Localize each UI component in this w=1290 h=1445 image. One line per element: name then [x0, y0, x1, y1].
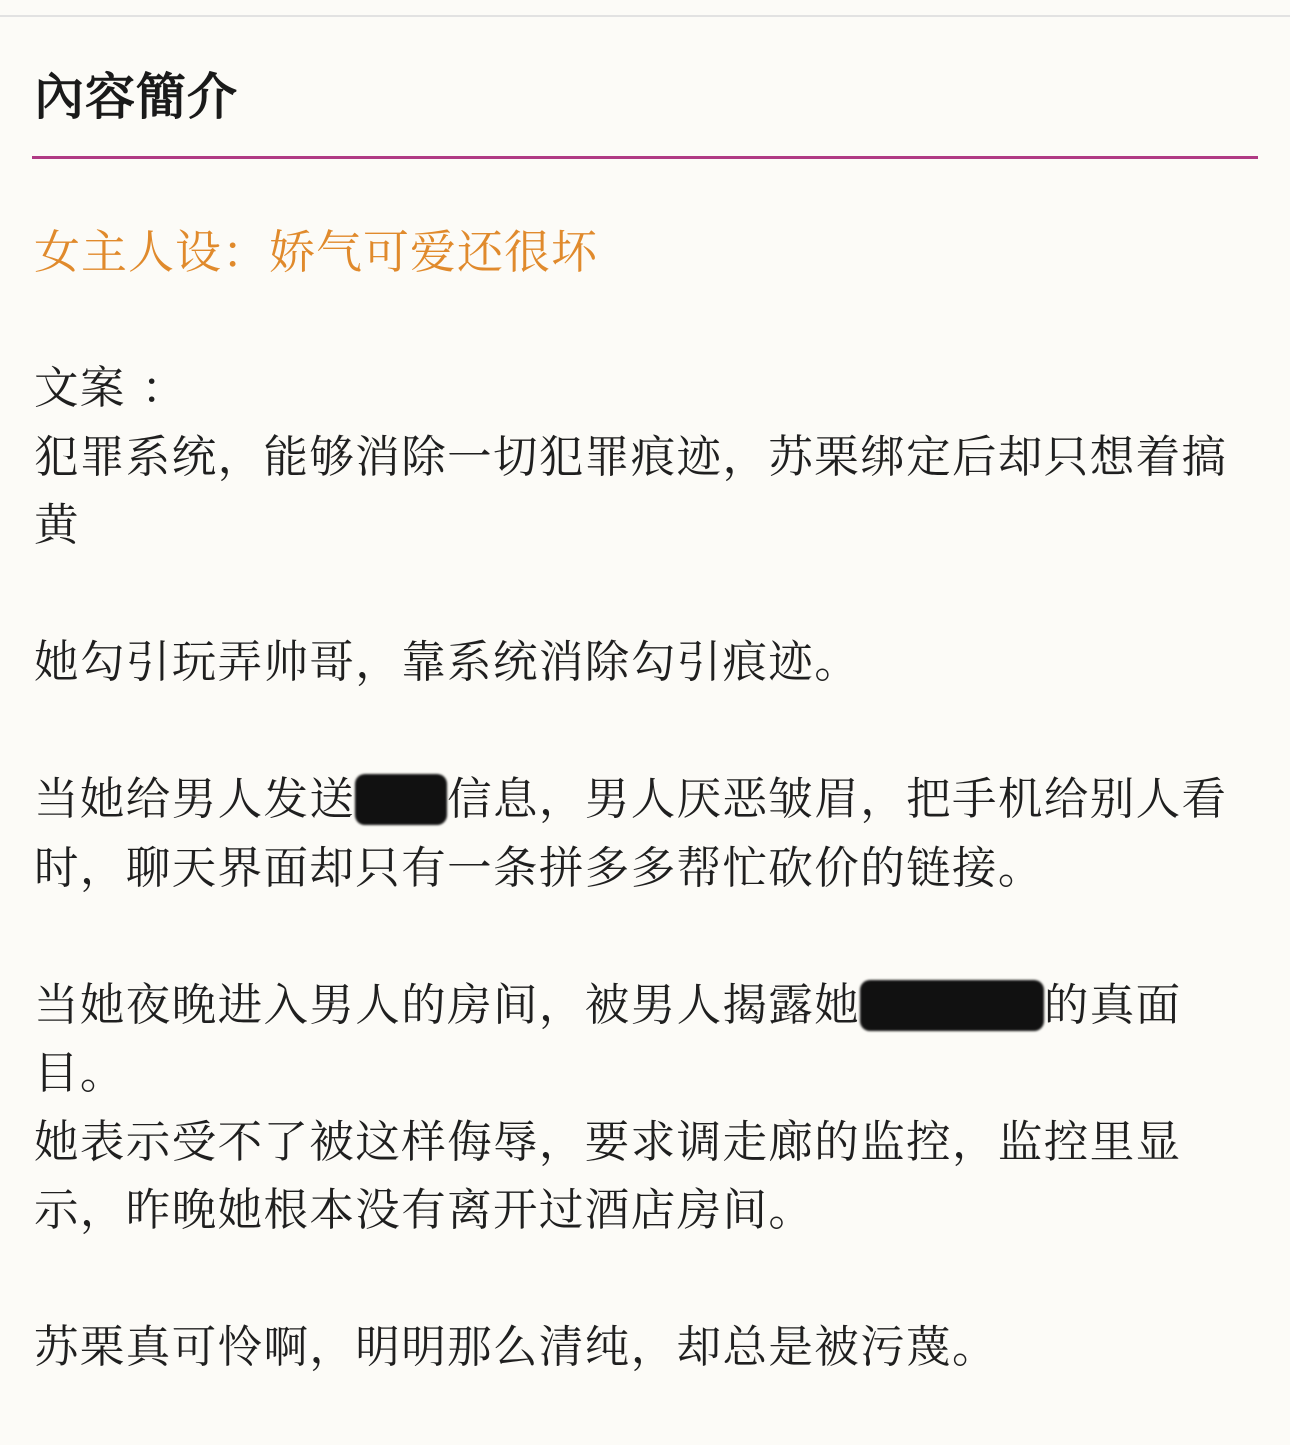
- title-underline: [32, 156, 1258, 159]
- paragraph-gap: [34, 698, 1244, 767]
- synopsis-paragraph: 她表示受不了被这样侮辱，要求调走廊的监控，监控里显示，昨晚她根本没有离开过酒店房间。: [34, 1116, 1182, 1236]
- synopsis-paragraph: 苏栗真可怜啊，明明那么清纯，却总是被污蔑。: [34, 1322, 998, 1373]
- text-segment: 当她给男人发送: [34, 774, 356, 825]
- synopsis-paragraph: [34, 766, 1244, 903]
- synopsis-label: 文案 ：: [34, 363, 188, 414]
- section-title: 內容簡介: [34, 68, 238, 126]
- text-segment: 信息，男人厌恶皱眉，把手机给别人看时，聊天界面却只有一条拼多多帮忙砍价的链接。: [34, 774, 1228, 894]
- paragraph-gap: [34, 561, 1244, 630]
- synopsis-paragraph: 她勾引玩弄帅哥，靠系统消除勾引痕迹。: [34, 637, 861, 688]
- text-segment: 的真面目。: [34, 979, 1182, 1099]
- paragraph-gap: [34, 1246, 1244, 1315]
- synopsis-paragraph: 犯罪系统，能够消除一切犯罪痕迹，苏栗绑定后却只想着搞黄: [34, 431, 1228, 551]
- redacted-text: 聊骚: [355, 774, 448, 825]
- synopsis-body: [34, 355, 1244, 1383]
- heroine-tagline: 女主人设：娇气可爱还很坏: [34, 225, 598, 279]
- top-divider: [0, 15, 1290, 17]
- synopsis-paragraph: [34, 972, 1244, 1109]
- paragraph-gap: [34, 903, 1244, 972]
- redacted-text: 骚货爬床: [860, 979, 1044, 1031]
- text-segment: 当她夜晚进入男人的房间，被男人揭露她: [34, 979, 861, 1031]
